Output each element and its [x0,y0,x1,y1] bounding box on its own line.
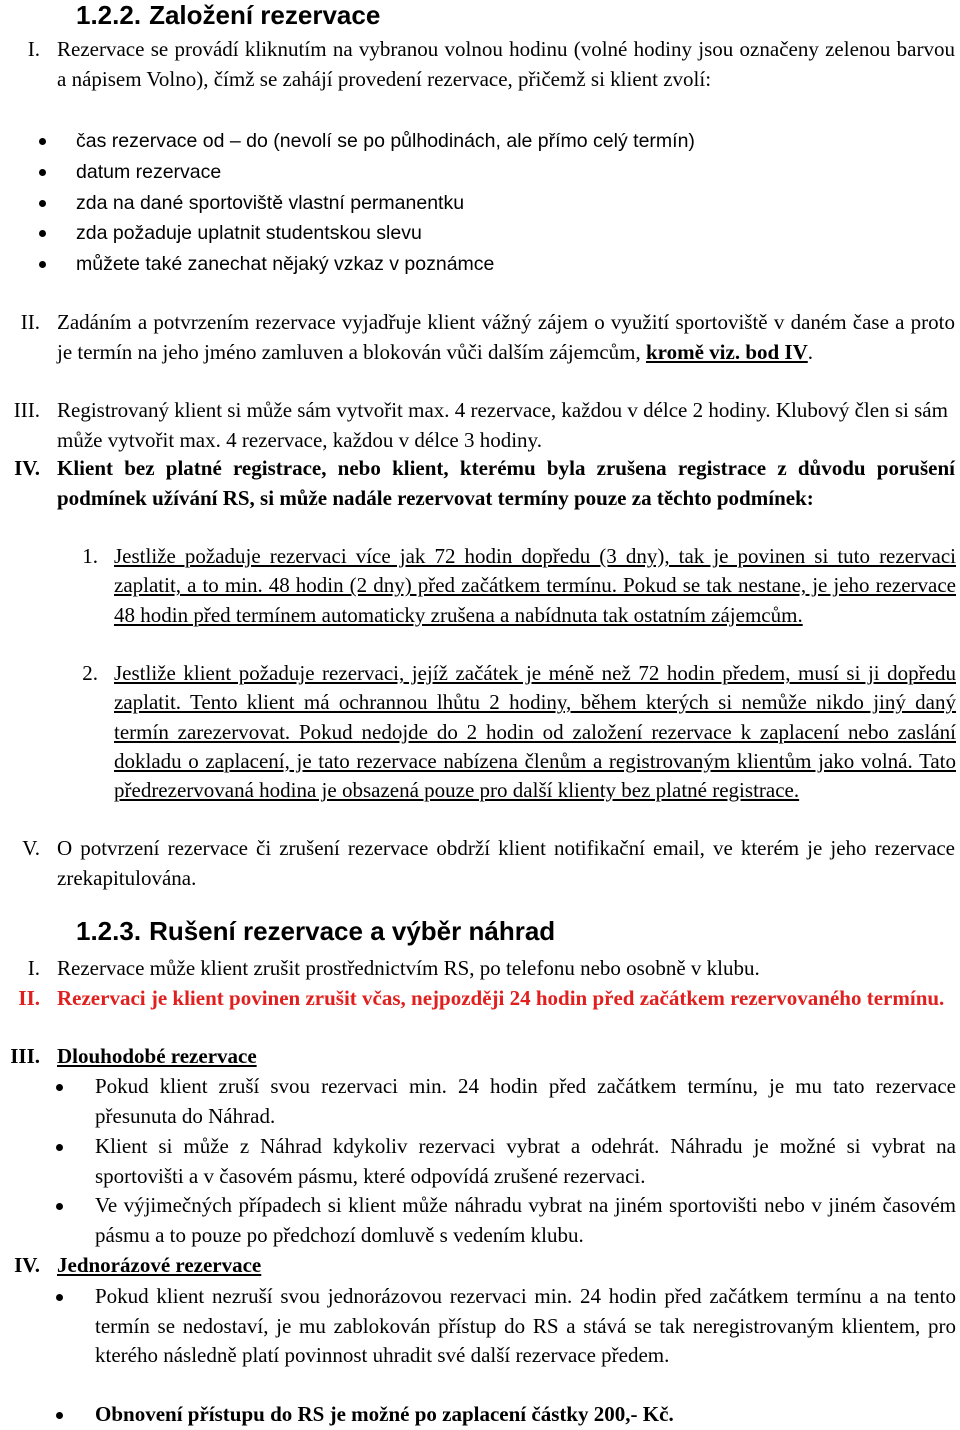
subsection-title: Jednorázové rezervace [57,1253,262,1277]
section-heading-1-2-3 [76,916,555,946]
list-item [39,126,939,157]
list-item-text: čas rezervace od – do (nevolí se po půlhodinách, ale přímo celý termín) [76,130,695,152]
item-numeral: III. [13,398,40,422]
list-item-text: Ve výjimečných případech si klient může náhradu vybrat na jiném sportovišti nebo v jiném časovém pásmu a to pouze po předchozí domluvě s vedením klubu. [95,1193,956,1247]
list-item [39,157,939,188]
list-item-text: datum rezervace [76,160,222,183]
bullet-icon [56,1144,63,1151]
item-paragraph: O potvrzení rezervace či zrušení rezervace obdrží klient notifikační email, ve kterém je jeho rezervace zrekapitulována. [57,836,955,890]
bullet-icon [56,1412,63,1419]
item-numeral: IV. [14,456,40,480]
item-paragraph: Klient bez platné registrace, nebo klient, kterému byla zrušena registrace z důvodu porušení podmínek užívání RS, si může nadále rezervovat termíny pouze za těchto podmínek: [57,456,955,510]
item-paragraph [57,308,955,367]
section-number: 1.2.2. [76,0,142,30]
item-paragraph-text: Zadáním a potvrzením rezervace vyjadřuje klient vážný zájem o využití sportoviště v daném čase a proto je termín na jeho jméno zamluven a blokován vůči dalším zájemcům, [57,310,955,364]
section-number: 1.2.3. [76,916,142,946]
list-item-text: Klient si může z Náhrad kdykoliv rezervaci vybrat a odehrát. Náhradu je možné si vybrat na sportovišti a v časovém pásmu, které odpovídá zrušené rezervaci. [95,1134,956,1188]
item-numeral: II. [20,310,40,334]
section-title: Rušení rezervace a výběr náhrad [149,916,556,946]
list-item-text: Pokud klient zruší svou rezervaci min. 24 hodin před začátkem termínu, je mu tato rezervace přesunuta do Náhrad. [95,1074,956,1128]
bullet-icon [56,1084,63,1091]
section-title: Založení rezervace [149,0,381,30]
list-item-text: zda na dané sportoviště vlastní permanentku [76,191,465,214]
subsection-title: Dlouhodobé rezervace [57,1044,257,1068]
warning-paragraph: Rezervaci je klient povinen zrušit včas, nejpozději 24 hodin před začátkem rezervovaného termínu. [57,986,945,1010]
numbered-item-text: Jestliže klient požaduje rezervaci, jejíž začátek je méně než 72 hodin předem, musí si ji dopředu zaplatit. Tento klient má ochrannou lhůtu 2 hodiny, během kterých si nemůže nikdo jiný daný termín zarezervovat. Pokud nedojde do 2 hodin od založení rezervace k zaplacení nebo zaslání dokladu o zaplacení, je tato rezervace nabízena členům a registrovaným klientům jako volná. Tato předrezervovaná hodina je obsazená pouze pro další klienty bez platné registrace. [114,661,956,803]
list-item-text: můžete také zanechat nějaký vzkaz v poznámce [76,253,495,276]
bullet-icon [39,261,46,268]
item-numeral: III. [10,1044,40,1068]
bullet-list [39,126,939,280]
item-paragraph-suffix: . [807,339,814,364]
bullet-icon [39,230,46,237]
numbered-item-text: Jestliže požaduje rezervaci více jak 72 hodin dopředu (3 dny), tak je povinen si tuto rezervaci zaplatit, a to min. 48 hodin (2 dny) před začátkem termínu. Pokud se tak nestane, je jeho rezervace 48 hodin před termínem automaticky zrušena a nabídnuta tak ostatním zájemcům. [114,544,956,627]
list-item-text: Pokud klient nezruší svou jednorázovou rezervaci min. 24 hodin před začátkem termínu a na tento termín se nedostaví, je mu zablokován přístup do RS a stává se tak neregistrovaným klientem, pro kterého následně platí povinnost uhradit své další rezervace předem. [95,1284,956,1367]
numbered-item-number: 2. [82,661,98,685]
item-paragraph: Rezervace se provádí kliknutím na vybranou volnou hodinu (volné hodiny jsou označeny zelenou barvou a nápisem Volno), čímž se zahájí provedení rezervace, přičemž si klient zvolí: [57,37,955,91]
item-numeral: I. [27,956,40,980]
list-item [39,218,939,249]
item-numeral: II. [18,986,40,1010]
bullet-icon [56,1294,63,1301]
bullet-icon [56,1203,63,1210]
numbered-item-number: 1. [82,544,98,568]
item-paragraph: Registrovaný klient si může sám vytvořit max. 4 rezervace, každou v délce 2 hodiny. Klubový člen si sám může vytvořit max. 4 rezervace, každou v délce 3 hodiny. [57,398,948,452]
bullet-icon [39,169,46,176]
item-numeral: V. [22,836,40,860]
list-item-text: Obnovení přístupu do RS je možné po zaplacení částky 200,- Kč. [95,1402,674,1426]
list-item [39,188,939,219]
item-numeral: IV. [14,1253,40,1277]
section-heading-1-2-2 [76,0,380,30]
item-numeral: I. [27,37,40,61]
item-paragraph: Rezervace může klient zrušit prostřednictvím RS, po telefonu nebo osobně v klubu. [57,956,760,980]
list-item-text: zda požaduje uplatnit studentskou slevu [76,222,422,245]
bullet-icon [39,200,46,207]
bullet-icon [39,138,46,145]
reference-link[interactable]: kromě viz. bod IV [645,339,808,364]
list-item [39,249,939,280]
